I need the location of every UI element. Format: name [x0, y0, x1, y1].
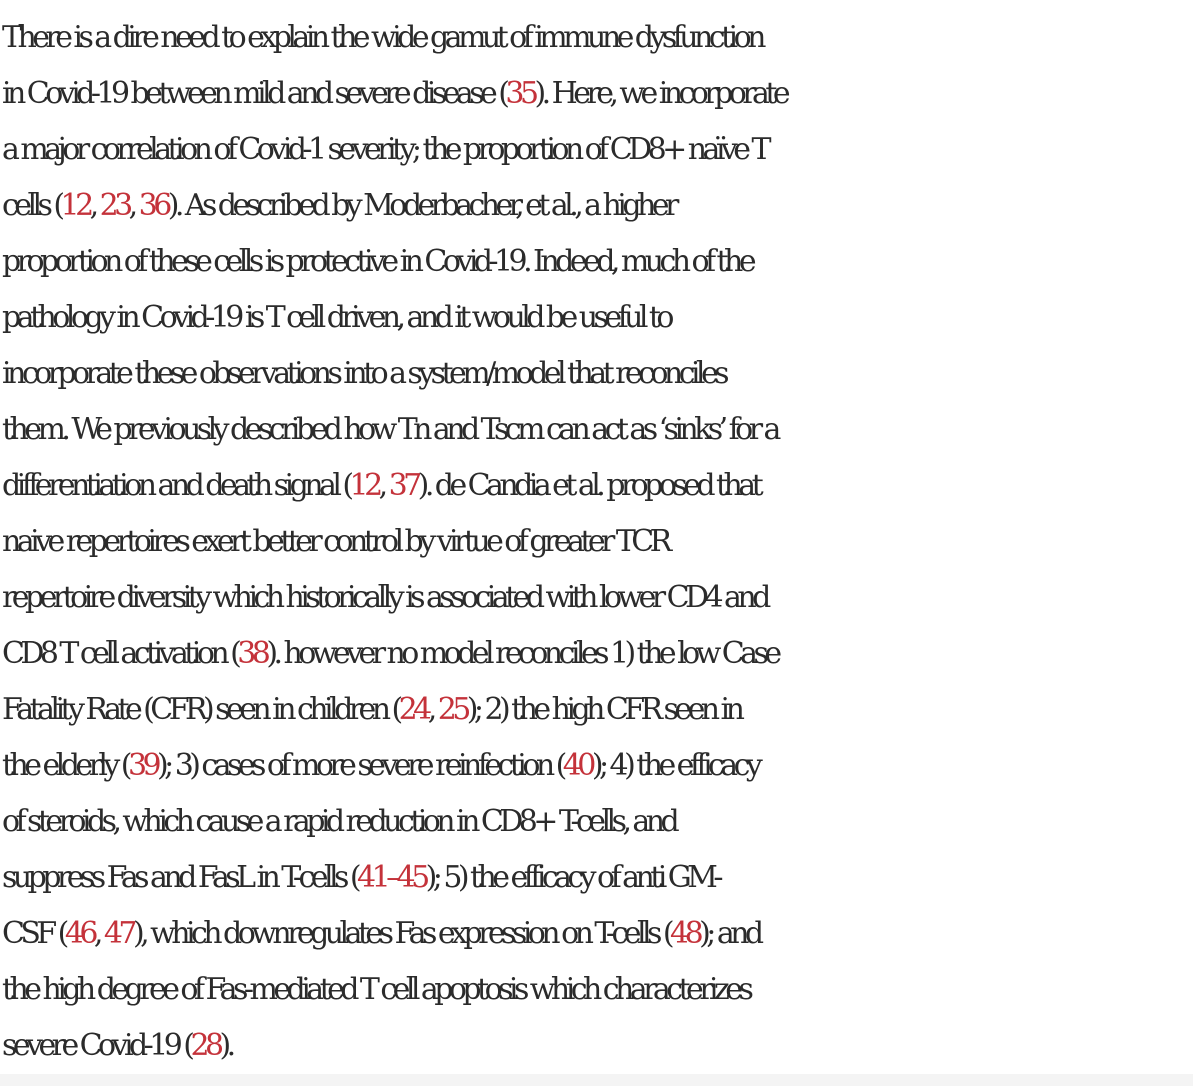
page-bottom-edge — [0, 1074, 1193, 1086]
text-segment: naive repertoires exert better control by virtue of greater TCR — [2, 524, 668, 559]
text-segment: ); 2) the high CFR seen in — [466, 692, 741, 727]
text-line — [2, 178, 1190, 234]
text-segment: differentiation and death signal ( — [2, 468, 350, 503]
text-line — [2, 1018, 1190, 1074]
text-segment: ). however no model reconciles 1) the low Case — [266, 636, 778, 671]
body-paragraph — [2, 10, 1190, 1074]
text-segment: ), which downregulates Fas expression on T-cells ( — [132, 916, 671, 951]
citation-link[interactable]: 39 — [127, 748, 158, 783]
citation-link[interactable]: 24 — [398, 692, 428, 727]
citation-link[interactable]: 36 — [138, 188, 168, 223]
text-segment: ). As described by Moderbacher, et al., a higher — [167, 188, 675, 223]
text-segment: , — [378, 468, 389, 503]
text-line — [2, 738, 1190, 794]
text-segment: them. We previously described how Tn and Tscm can act as ‘sinks’ for a — [2, 412, 777, 447]
text-segment: ). Here, we incorporate — [534, 76, 787, 111]
text-segment: , — [89, 188, 100, 223]
citation-link[interactable]: 38 — [237, 636, 267, 671]
citation-link[interactable]: 37 — [388, 468, 418, 503]
citation-link[interactable]: 48 — [670, 916, 700, 951]
text-line — [2, 122, 1190, 178]
citation-link[interactable]: 40 — [562, 748, 592, 783]
text-line — [2, 234, 1190, 290]
text-segment: the high degree of Fas-mediated T cell apoptosis which characterizes — [2, 972, 750, 1007]
text-segment: ); 3) cases of more severe reinfection ( — [157, 748, 563, 783]
citation-link[interactable]: 12 — [60, 188, 90, 223]
text-line — [2, 514, 1190, 570]
text-line — [2, 570, 1190, 626]
text-segment: cells ( — [2, 188, 61, 223]
text-segment: ). — [219, 1028, 232, 1063]
text-segment: proportion of these cells is protective in Covid-19. Indeed, much of the — [2, 244, 753, 279]
text-segment: ); 4) the efficacy — [591, 748, 759, 783]
text-line — [2, 458, 1190, 514]
text-segment: incorporate these observations into a system/model that reconciles — [2, 356, 725, 391]
text-segment: , — [128, 188, 139, 223]
text-line — [2, 962, 1190, 1018]
citation-link[interactable]: 41–45 — [357, 860, 426, 895]
citation-link[interactable]: 47 — [103, 916, 133, 951]
text-segment: of steroids, which cause a rapid reduction in CD8+ T-cells, and — [2, 804, 676, 839]
citation-link[interactable]: 46 — [64, 916, 94, 951]
text-segment: ); and — [699, 916, 760, 951]
citation-link[interactable]: 12 — [349, 468, 379, 503]
text-line — [2, 346, 1190, 402]
text-line — [2, 906, 1190, 962]
text-segment: a major correlation of Covid-1 severity; the proportion of CD8+ naïve T — [2, 132, 767, 167]
text-line — [2, 402, 1190, 458]
text-line — [2, 626, 1190, 682]
text-segment: in Covid-19 between mild and severe disease ( — [2, 76, 506, 111]
citation-link[interactable]: 25 — [437, 692, 467, 727]
text-line — [2, 290, 1190, 346]
citation-link[interactable]: 23 — [99, 188, 129, 223]
text-segment: the elderly ( — [2, 748, 128, 783]
text-segment: ). de Candia et al. proposed that — [417, 468, 760, 503]
citation-link[interactable]: 28 — [190, 1028, 220, 1063]
text-segment: Fatality Rate (CFR) seen in children ( — [2, 692, 399, 727]
text-segment: There is a dire need to explain the wide gamut of immune dysfunction — [2, 20, 762, 55]
text-segment: CSF ( — [2, 916, 65, 951]
text-segment: ); 5) the efficacy of anti GM- — [425, 860, 719, 895]
text-line — [2, 794, 1190, 850]
text-segment: repertoire diversity which historically is associated with lower CD4 and — [2, 580, 767, 615]
text-segment: , — [93, 916, 104, 951]
text-line — [2, 66, 1190, 122]
text-segment: , — [427, 692, 438, 727]
text-segment: CD8 T cell activation ( — [2, 636, 238, 671]
text-line — [2, 850, 1190, 906]
text-segment: suppress Fas and FasL in T-cells ( — [2, 860, 358, 895]
text-segment: severe Covid-19 ( — [2, 1028, 191, 1063]
text-line — [2, 10, 1190, 66]
text-segment: pathology in Covid-19 is T cell driven, and it would be useful to — [2, 300, 670, 335]
citation-link[interactable]: 35 — [505, 76, 535, 111]
text-line — [2, 682, 1190, 738]
